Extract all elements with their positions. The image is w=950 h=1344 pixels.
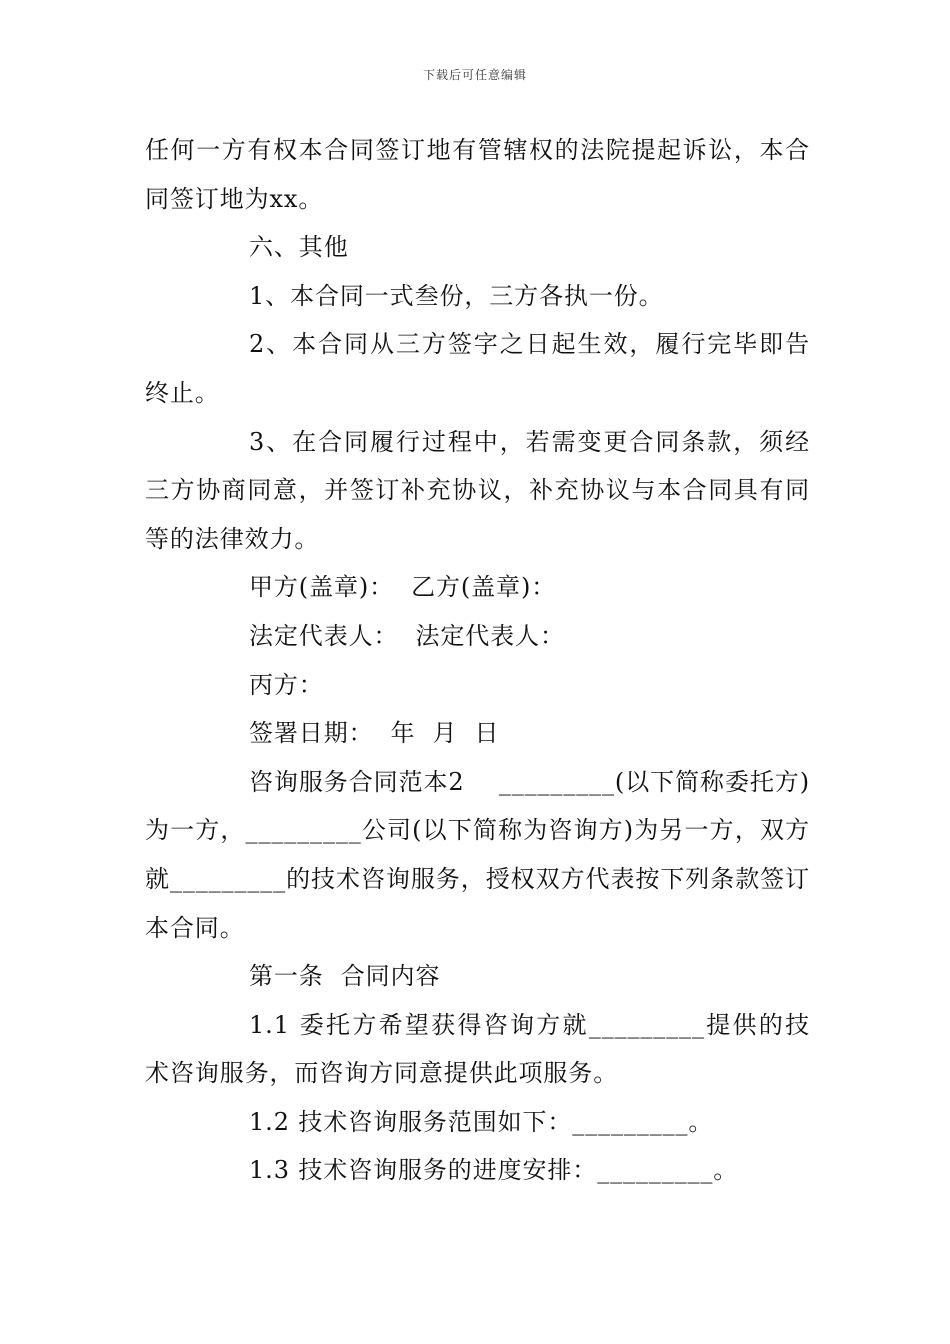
- clause-1-2: 1.2 技术咨询服务范围如下：_________。: [249, 1107, 714, 1136]
- clause-2-effective: 2、本合同从三方签字之日起生效，履行完毕即告终止。: [145, 330, 810, 407]
- section-heading-other: 六、其他: [249, 233, 349, 262]
- signature-representatives: 法定代表人： 法定代表人：: [249, 621, 565, 650]
- clause-1-1: 1.1 委托方希望获得咨询方就_________提供的技术咨询服务，而咨询方同意提供此项服务。: [145, 1010, 810, 1088]
- signature-date: 签署日期： 年 月 日: [249, 719, 500, 748]
- signature-party-c: 丙方：: [249, 670, 324, 699]
- clause-1-3: 1.3 技术咨询服务的进度安排：_________。: [249, 1156, 739, 1185]
- contract-template-2-intro: 咨询服务合同范本2 _________(以下简称委托方)为一方，_________公司(以下简称为咨询方)为另一方，双方就_________的技术咨询服务，授权双方代表按下列条款签订本合同。: [145, 767, 810, 942]
- document-body: [145, 126, 810, 1195]
- paragraph-jurisdiction: 任何一方有权本合同签订地有管辖权的法院提起诉讼，本合同签订地为xx。: [145, 136, 810, 213]
- clause-3-amendment: 3、在合同履行过程中，若需变更合同条款，须经三方协商同意，并签订补充协议，补充协议与本合同具有同等的法律效力。: [145, 427, 810, 553]
- page-header: 下载后可任意编辑: [422, 68, 527, 82]
- clause-1-copies: 1、本合同一式叁份，三方各执一份。: [249, 281, 664, 310]
- article-1-heading: 第一条 合同内容: [249, 962, 441, 991]
- signature-party-a-b: 甲方(盖章)： 乙方(盖章)：: [249, 573, 557, 602]
